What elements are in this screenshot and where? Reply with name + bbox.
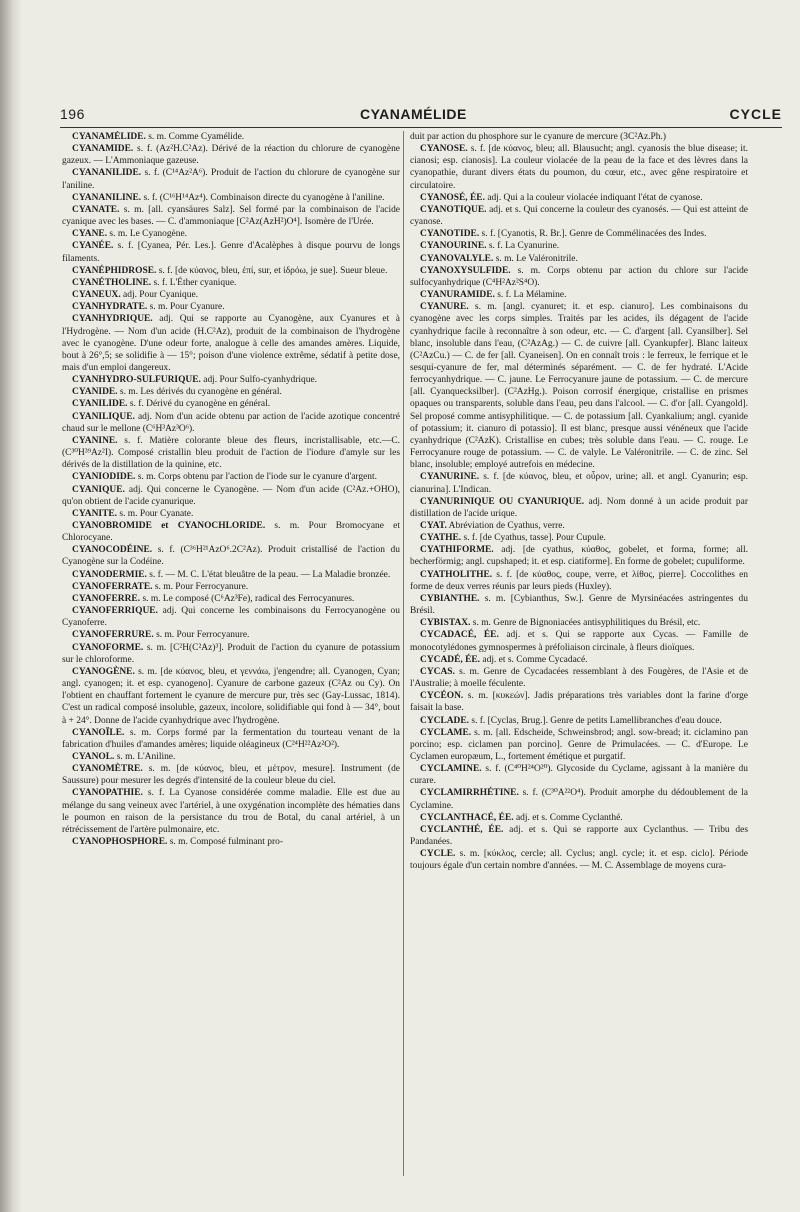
dictionary-entry <box>410 265 748 289</box>
dictionary-entry <box>62 581 400 593</box>
entry-definition: s. m. [κύκλος, cercle; all. Cyclus; angl. cycle; it. et esp. ciclo]. Période toujours égale d'un certain nombre d'années. — M. C. Assemblage de moyens cura- <box>410 849 748 872</box>
entry-definition: s. f. La Cyanurine. <box>486 241 560 252</box>
entry-definition: s. m. Genre de Cycadacées ressemblant à des Fougères, de l'Asie et de l'Australie; à moelle féculente. <box>410 666 748 690</box>
dictionary-entry <box>62 569 400 581</box>
entry-definition: s. m. Corps formé par la fermentation du tourteau venant de la fabrication d'huiles d'amandes amères; liquide oléagineux (C²⁴H²²Az²O²). <box>62 727 400 750</box>
entry-headword: CYANURE. <box>420 302 469 313</box>
entry-headword: CYCAS. <box>420 666 455 677</box>
entry-headword: CYANOFERRE. <box>72 593 141 604</box>
dictionary-entry <box>62 386 400 398</box>
entry-definition: adj. et s. Comme Cycadacé. <box>480 654 588 665</box>
dictionary-entry <box>410 629 748 653</box>
entry-headword: CYANILIDE. <box>72 399 128 410</box>
dictionary-entry <box>410 727 748 763</box>
dictionary-entry <box>62 374 400 386</box>
entry-definition: s. f. [Cyanea, Pér. Les.]. Genre d'Acalèphes à disque pourvu de longs filaments. <box>62 241 400 264</box>
entry-headword: CYANURAMIDE. <box>420 290 495 301</box>
dictionary-entry <box>62 289 400 301</box>
dictionary-entry <box>62 484 400 508</box>
entry-headword: CYCLANTHACÉ, ÉE. <box>420 812 514 823</box>
entry-headword: CYCLAMINE. <box>420 764 482 775</box>
dictionary-entry <box>410 496 748 520</box>
dictionary-entry <box>62 763 400 787</box>
entry-headword: CYANÉE. <box>72 241 114 252</box>
entry-definition: adj. Qui concerne les combinaisons du Ferrocyanogène ou Cyanoferre. <box>62 606 400 629</box>
entry-definition: s. f. — M. C. L'état bleuâtre de la peau. — La Maladie bronzée. <box>146 569 391 580</box>
entry-headword: CYBIANTHE. <box>420 593 480 604</box>
entry-headword: CYANOSÉ, ÉE. <box>420 192 485 203</box>
entry-headword: CYANOPATHIE. <box>72 788 143 799</box>
entry-headword: CYANOCODÉINE. <box>72 545 153 556</box>
entry-headword: CYANHYDRATE. <box>72 302 148 313</box>
entry-headword: CYANINE. <box>72 435 118 446</box>
entry-definition: s. m. Pour Bromocyane et Chlorocyane. <box>62 521 400 544</box>
entry-headword: CYCLANTHÉ, ÉE. <box>420 824 504 835</box>
entry-definition: adj. Qui concerne le Cyanogène. — Nom d'un acide (C²Az.+OHO), qu'on obtient de l'acide cyanurique. <box>62 484 400 507</box>
entry-definition: s. m. Composé fulminant pro- <box>167 837 283 848</box>
dictionary-entry <box>410 532 748 544</box>
entry-definition: s. f. La Cyanose considérée comme maladie. Elle est due au mélange du sang veineux avec l'artériel, à une oxygénation incomplète des hématies dans le poumon en raison de la persistance du trou de Botal, du canal artériel, à un rétrécissement de l'artère pulmonaire, etc. <box>62 788 400 835</box>
entry-headword: CYANOFORME. <box>72 642 144 653</box>
dictionary-entry <box>62 836 400 848</box>
entry-definition: s. m. Pour Ferrocyanure. <box>152 581 249 592</box>
entry-definition: s. f. [de κύανος, bleu, et οὖρον, urine; all. et angl. Cyanurin; esp. cianurina]. L'Indican. <box>410 472 748 495</box>
entry-definition: s. m. [κυκεών]. Jadis préparations très variables dont la farine d'orge faisait la base. <box>410 691 748 714</box>
dictionary-entry <box>62 605 400 629</box>
right-column <box>410 131 748 1181</box>
entry-definition: adj. Pour Cyanique. <box>120 290 199 301</box>
dictionary-entry <box>410 666 748 690</box>
dictionary-entry <box>62 167 400 191</box>
dictionary-entry <box>410 301 748 471</box>
entry-headword: CYANURINIQUE OU CYANURIQUE. <box>420 496 585 507</box>
entry-definition: s. f. La Mélamine. <box>494 290 567 301</box>
header-right-word: CYCLE <box>729 106 782 122</box>
entry-headword: CYANOTIQUE. <box>420 204 487 215</box>
entry-headword: CYCLADE. <box>420 715 470 726</box>
entry-definition: adj. Nom d'un acide obtenu par action de l'acide azotique concentré chaud sur le mellone (C⁶H³Az³O⁶). <box>62 411 400 434</box>
scan-binding-shadow <box>0 0 22 1212</box>
entry-headword: CYANATE. <box>72 204 120 215</box>
entry-headword: CYANOGÈNE. <box>72 666 135 677</box>
entry-definition: Abréviation de Cyathus, verre. <box>446 521 565 531</box>
entry-headword: CYCLE. <box>420 849 456 860</box>
entry-definition: s. f. (C³⁰A²²O⁴). Produit amorphe du dédoublement de la Cyclamine. <box>410 788 748 811</box>
entry-headword: CYANOPHOSPHORE. <box>72 837 168 848</box>
dictionary-entry <box>62 277 400 289</box>
dictionary-entry <box>410 192 748 204</box>
entry-definition: s. f. [de κύαθος, coupe, verre, et λίθος, pierre]. Coccolithes en forme de deux verres réunis par leurs pieds (Huxley). <box>410 569 748 592</box>
dictionary-entry <box>410 812 748 824</box>
entry-headword: CYANOL. <box>72 751 115 762</box>
entry-definition: s. m. Pour Cyanate. <box>117 508 194 519</box>
entry-headword: CYCADACÉ, ÉE. <box>420 630 499 641</box>
entry-definition: s. m. Pour Ferrocyanure. <box>153 630 250 641</box>
entry-headword: CYCLAME. <box>420 727 472 738</box>
dictionary-entry <box>62 192 400 204</box>
header-left-word: CYANAMÉLIDE <box>360 106 467 122</box>
dictionary-entry <box>62 544 400 568</box>
entry-definition: s. m. Corps obtenu par action du chlore sur l'acide sulfocyanhydrique (C⁴H²Az²S⁴O). <box>410 265 748 288</box>
dictionary-entry <box>410 593 748 617</box>
entry-headword: CYANAMÉLIDE. <box>72 132 146 142</box>
entry-definition: s. f. (C⁴⁰H²⁴O²⁰). Glycoside du Cyclame, agissant à la manière du curare. <box>410 764 748 787</box>
entry-definition: adj. et s. Qui se rapporte aux Cycas. — Famille de monocotylédones gymnospermes à préfoliaison circinale, à fleurs dioïques. <box>410 630 748 653</box>
dictionary-entry <box>62 520 400 544</box>
entry-headword: CYANIQUE. <box>72 484 125 495</box>
entry-headword: CYANÉPHIDROSE. <box>72 265 157 276</box>
column-divider <box>403 131 404 1176</box>
entry-definition: s. f. [de κύανος, bleu, ἐπί, sur, et ἱδρόω, je sue]. Sueur bleue. <box>156 265 388 276</box>
entry-definition: s. m. Le composé (C⁶Az³Fe), radical des Ferrocyanures. <box>140 593 355 604</box>
dictionary-entry <box>410 824 748 848</box>
dictionary-entry <box>62 629 400 641</box>
dictionary-entry <box>410 240 748 252</box>
entry-headword: CYANIDE. <box>72 387 118 398</box>
entry-headword: CYBISTAX. <box>420 618 471 629</box>
entry-definition: adj. et s. Qui concerne la couleur des cyanosés. — Qui est atteint de cyanose. <box>410 204 748 228</box>
entry-definition: s. m. [de κύανος, bleu, et γεννάω, j'engendre; all. Cyanogen, Cyan; angl. cyanogen; it. et esp. cyanogeno]. Cyanure de carbone gazeux (C²Az ou Cy). On l'obtient en chauffant fortement le cyanure de mercure pur, très sec (Gay-Lussac, 1814). C'est un radical composé insoluble, gazeux, incolore, solidifiable qui fond à — 34°, bout à + 24°. Donne de l'acide cyanhydrique avec l'hydrogène. <box>62 666 400 726</box>
entry-headword: CYCÉON. <box>420 691 464 702</box>
entry-definition: adj. Pour Sulfo-cyanhydrique. <box>200 375 318 386</box>
entry-headword: CYANHYDRIQUE. <box>72 314 153 325</box>
left-column <box>62 131 400 1181</box>
dictionary-entry <box>62 751 400 763</box>
entry-definition: s. m. Pour Cyanure. <box>147 302 225 313</box>
entry-definition: s. m. L'Aniline. <box>114 751 176 762</box>
entry-definition: s. m. Corps obtenu par l'action de l'iode sur le cyanure d'argent. <box>135 472 377 483</box>
dictionary-entry <box>62 593 400 605</box>
dictionary-entry <box>410 131 748 143</box>
dictionary-entry <box>410 848 748 872</box>
dictionary-entry <box>62 240 400 264</box>
entry-headword: CYANILIQUE. <box>72 411 135 422</box>
dictionary-entry <box>410 544 748 568</box>
entry-headword: CYCLAMIRRHÉTINE. <box>420 788 519 799</box>
entry-definition: s. f. [de Cyathus, tasse]. Pour Cupule. <box>461 533 606 544</box>
entry-definition: s. f. Dérivé du cyanogène en général. <box>127 399 271 410</box>
entry-definition: adj. Qui se rapporte au Cyanogène, aux Cyanures et à l'Hydrogène. — Nom d'un acide (H.C²Az), produit de la combinaison de l'hydrogène avec le cyanogène. D'une odeur forte, analogue à celle des amandes amères. Liquide, bout à 26°,5; se solidifie à — 15°; poison d'une violence extrême, sédatif à petite dose, mais d'un emploi dangereux. <box>62 314 400 373</box>
entry-definition: duit par action du phosphore sur le cyanure de mercure (3C²Az.Ph.) <box>410 132 666 142</box>
dictionary-entry <box>410 787 748 811</box>
entry-definition: s. m. [all. cyansäures Salz]. Sel formé par la combinaison de l'acide cyanique avec les bases. — C. d'ammoniaque [C²Az(AzH²)O⁴]. Isomère de l'Urée. <box>62 204 400 228</box>
entry-definition: adj. Qui a la couleur violacée indiquant l'état de cyanose. <box>484 192 703 203</box>
entry-definition: s. f. Matière colorante bleue des fleurs, incristallisable, etc.—C. (C³⁰H³⁹Az²I). Composé cristallin bleu produit de l'action de l'iodure d'amyle sur les dérivés de la distillation de la quinine, etc. <box>62 435 400 471</box>
dictionary-entry <box>410 763 748 787</box>
entry-headword: CYANOMÈTRE. <box>72 764 143 775</box>
entry-headword: CYANURINE. <box>420 472 480 483</box>
entry-headword: CYANOBROMIDE et CYANOCHLORIDE. <box>72 521 266 531</box>
entry-headword: CYCADÉ, ÉE. <box>420 654 481 665</box>
entry-headword: CYANANILINE. <box>72 192 142 203</box>
entry-headword: CYANOXYSULFIDE. <box>420 265 511 276</box>
entry-headword: CYANANILIDE. <box>72 168 142 179</box>
entry-definition: s. m. [C²H(C²Az)³]. Produit de l'action du cyanure de potassium sur le chloroforme. <box>62 642 400 665</box>
entry-definition: s. f. [Cyanotis, R. Br.]. Genre de Commélinacées des Indes. <box>479 229 707 240</box>
entry-definition: s. f. [Cyclas, Brug.]. Genre de petits Lamellibranches d'eau douce. <box>469 715 722 726</box>
entry-headword: CYANOVALYLE. <box>420 253 494 264</box>
dictionary-entry <box>62 642 400 666</box>
entry-headword: CYANOÏLE. <box>72 727 125 738</box>
dictionary-entry <box>62 727 400 751</box>
entry-headword: CYATHIFORME. <box>420 545 494 556</box>
dictionary-entry <box>62 411 400 435</box>
dictionary-entry <box>410 228 748 240</box>
entry-definition: s. f. L'Éther cyanique. <box>151 277 237 288</box>
entry-headword: CYANOSE. <box>420 144 468 155</box>
entry-headword: CYANOFERRURE. <box>72 630 154 641</box>
entry-headword: CYANITE. <box>72 508 118 519</box>
entry-definition: adj. [de cyathus, κύαθος, gobelet, et forma, forme; all. becherförmig; angl. cupshaped; it. et esp. ciatiforme]. En forme de gobelet; cupuliforme. <box>410 545 748 568</box>
dictionary-entry <box>410 520 748 532</box>
entry-headword: CYANODERMIE. <box>72 569 147 580</box>
dictionary-entry <box>410 569 748 593</box>
dictionary-entry <box>62 131 400 143</box>
entry-headword: CYANHYDRO-SULFURIQUE. <box>72 375 201 386</box>
entry-definition: s. m. Les dérivés du cyanogène en général. <box>117 387 282 398</box>
header-rule <box>60 127 782 128</box>
dictionary-entry <box>410 471 748 495</box>
dictionary-entry <box>62 204 400 228</box>
entry-definition: s. m. [all. Edscheide, Schweinsbrod; angl. sow-bread; it. ciclamino pan porcino; esp. ciclamen pan porcino]. Genre de Primulacées. — C. d'Europe. Le Cyclamen europæum, L., fortement émétique et purgatif. <box>410 727 748 762</box>
entry-definition: s. m. Genre de Bignoniacées antisyphilitiques du Brésil, etc. <box>470 618 701 629</box>
page-number: 196 <box>60 106 85 122</box>
entry-definition: adj. et s. Qui se rapporte aux Cyclanthus. — Tribu des Pandanées. <box>410 824 748 848</box>
entry-headword: CYANOFERRIQUE. <box>72 606 158 617</box>
entry-definition: s. m. Le Cyanogène. <box>107 229 188 240</box>
entry-headword: CYANÉTHOLINE. <box>72 277 152 288</box>
entry-definition: s. f. (C¹⁶H¹⁴Az⁴). Combinaison directe du cyanogène à l'aniline. <box>141 192 385 203</box>
entry-definition: s. m. Comme Cyamélide. <box>145 132 245 142</box>
entry-headword: CYANEUX. <box>72 290 121 301</box>
entry-definition: s. f. (Az²H.C²Az). Dérivé de la réaction du chlorure de cyanogène gazeux. — L'Ammoniaque gazeuse. <box>62 144 400 167</box>
dictionary-entry <box>410 715 748 727</box>
entry-definition: s. m. [de κύανος, bleu, et μέτρον, mesure]. Instrument (de Saussure) pour mesurer les degrés d'intensité de la couleur bleue du ciel. <box>62 764 400 787</box>
entry-definition: adj. et s. Comme Cyclanthé. <box>513 812 623 823</box>
dictionary-entry <box>62 666 400 727</box>
entry-headword: CYANIODIDE. <box>72 472 136 483</box>
dictionary-entry <box>62 398 400 410</box>
entry-headword: CYATHOLITHE. <box>420 569 493 580</box>
dictionary-entry <box>62 471 400 483</box>
entry-definition: adj. Nom donné à un acide produit par distillation de l'acide urique. <box>410 496 748 519</box>
page-header <box>60 100 782 130</box>
dictionary-entry <box>62 787 400 836</box>
entry-headword: CYANE. <box>72 229 108 240</box>
dictionary-entry <box>62 313 400 374</box>
entry-headword: CYANOFERRATE. <box>72 581 153 592</box>
entry-definition: s. f. [de κύανος, bleu; all. Blausucht; angl. cyanosis the blue disease; it. cianosi; esp. cianosis]. La couleur violacée de la peau de la face et des lèvres dans la cyanopathie, durant divers états du poumon, du cœur, etc., avec gêne respiratoire et circulatoire. <box>410 144 748 191</box>
entry-headword: CYANOTIDE. <box>420 229 480 240</box>
dictionary-entry <box>62 508 400 520</box>
dictionary-entry <box>62 228 400 240</box>
dictionary-entry <box>410 654 748 666</box>
dictionary-entry <box>62 143 400 167</box>
entry-definition: s. m. [Cybianthus, Sw.]. Genre de Myrsinéacées astringentes du Brésil. <box>410 593 748 617</box>
entry-definition: s. m. [angl. cyanuret; it. et esp. cianuro]. Les combinaisons du cyanogène avec les corps simples. Traités par les acides, ils dégagent de l'acide cyanhydrique facile à reconnaître à son odeur, etc. — C. d'argent [all. Cyansilber]. Sel blanc, insoluble dans l'eau, (C²AzAg.) — C. de cuivre [all. Cyankupfer]. Blanc laiteux (C²AzCu.) — C. de fer [all. Cyaneisen]. On en connaît trois : le ferreux, le ferrique et le sesqui-cyanure de fer, mal déterminés séparément. — C. de fer hydraté. L'Acide ferrocyanhydrique. — C. jaune. Le Ferrocyanure jaune de potassium. — C. de mercure [all. Cyanquecksilber]. (C²AzHg.). Poison corrosif énergique, cristallise en prismes opaques ou transparents, soluble dans l'eau, peu dans l'alcool. — C. d'or [all. Cyangold]. Sel proposé comme antisyphilitique. — C. de potassium [all. Cyankalium; angl. cyanide of potassium; it. cianuro di potassio]. Il est blanc, presque aussi vénéneux que l'acide cyanhydrique (C²AzK). Cristallise en cubes; très soluble dans l'eau. — C. rouge. Le Ferrocyanure rouge de potassium. — C. de valyle. Le Valéronitrile. — C. de zinc. Sel blanc, insoluble; employé autrefois en médecine. <box>410 302 748 471</box>
entry-definition: s. f. (C¹⁴Az²A⁶). Produit de l'action du chlorure de cyanogène sur l'aniline. <box>62 168 400 191</box>
entry-headword: CYANOURINE. <box>420 241 487 252</box>
dictionary-entry <box>62 301 400 313</box>
dictionary-entry <box>410 289 748 301</box>
dictionary-entry <box>410 143 748 192</box>
dictionary-entry <box>62 435 400 471</box>
entry-headword: CYAT. <box>420 521 447 531</box>
entry-headword: CYATHE. <box>420 533 462 544</box>
dictionary-entry <box>410 617 748 629</box>
dictionary-entry <box>410 690 748 714</box>
entry-definition: s. f. (C³⁶H²¹AzO⁶.2C²Az). Produit cristallisé de l'action du Cyanogène sur la Codéine. <box>62 545 400 568</box>
dictionary-entry <box>62 265 400 277</box>
dictionary-entry <box>410 253 748 265</box>
dictionary-entry <box>410 204 748 228</box>
entry-definition: s. m. Le Valéronitrile. <box>493 253 578 264</box>
entry-headword: CYANAMIDE. <box>72 144 134 155</box>
